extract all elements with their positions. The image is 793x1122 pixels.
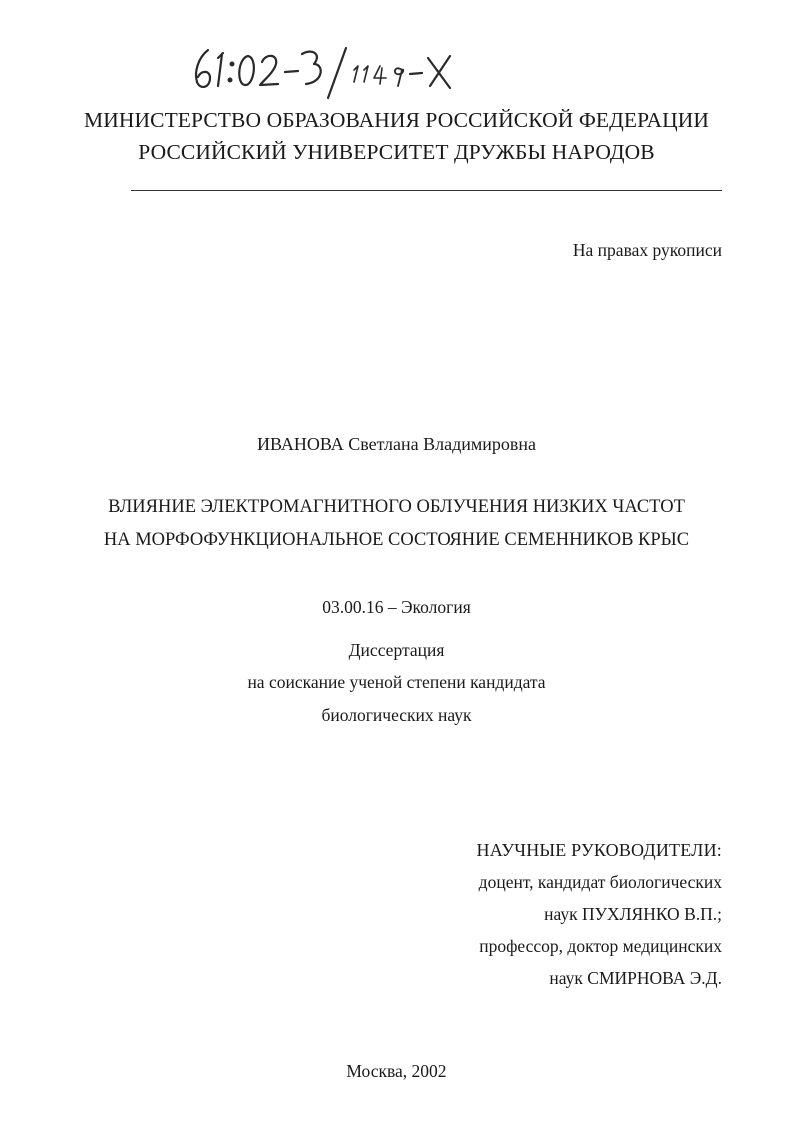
handwritten-code-drawing (188, 40, 508, 100)
manuscript-note: На правах рукописи (572, 240, 722, 260)
header-divider (131, 190, 722, 191)
specialty-code: 03.00.16 – Экология (322, 597, 471, 617)
thesis-title-line-2: НА МОРФОФУНКЦИОНАЛЬНОЕ СОСТОЯНИЕ СЕМЕННИКОВ КРЫС (103, 530, 690, 550)
university-heading: РОССИЙСКИЙ УНИВЕРСИТЕТ ДРУЖБЫ НАРОДОВ (138, 140, 655, 164)
ministry-heading: МИНИСТЕРСТВО ОБРАЗОВАНИЯ РОССИЙСКОЙ ФЕДЕРАЦИИ (84, 108, 709, 132)
degree-line-2: на соискание ученой степени кандидата (247, 672, 546, 692)
supervisor-2-position: профессор, доктор медицинских (479, 936, 722, 956)
handwritten-catalog-code (188, 40, 508, 100)
supervisor-1-name: наук ПУХЛЯНКО В.П.; (544, 904, 722, 924)
author-name: ИВАНОВА Светлана Владимировна (256, 434, 537, 454)
supervisor-2-name: наук СМИРНОВА Э.Д. (549, 968, 722, 988)
supervisors-heading: НАУЧНЫЕ РУКОВОДИТЕЛИ: (476, 840, 722, 860)
thesis-title-line-1: ВЛИЯНИЕ ЭЛЕКТРОМАГНИТНОГО ОБЛУЧЕНИЯ НИЗКИХ ЧАСТОТ (108, 497, 685, 517)
city-year: Москва, 2002 (346, 1061, 447, 1081)
degree-line-3: биологических наук (321, 705, 472, 725)
supervisors-block (477, 834, 722, 994)
supervisor-1-position: доцент, кандидат биологических (478, 872, 722, 892)
degree-line-1: Диссертация (348, 640, 445, 660)
